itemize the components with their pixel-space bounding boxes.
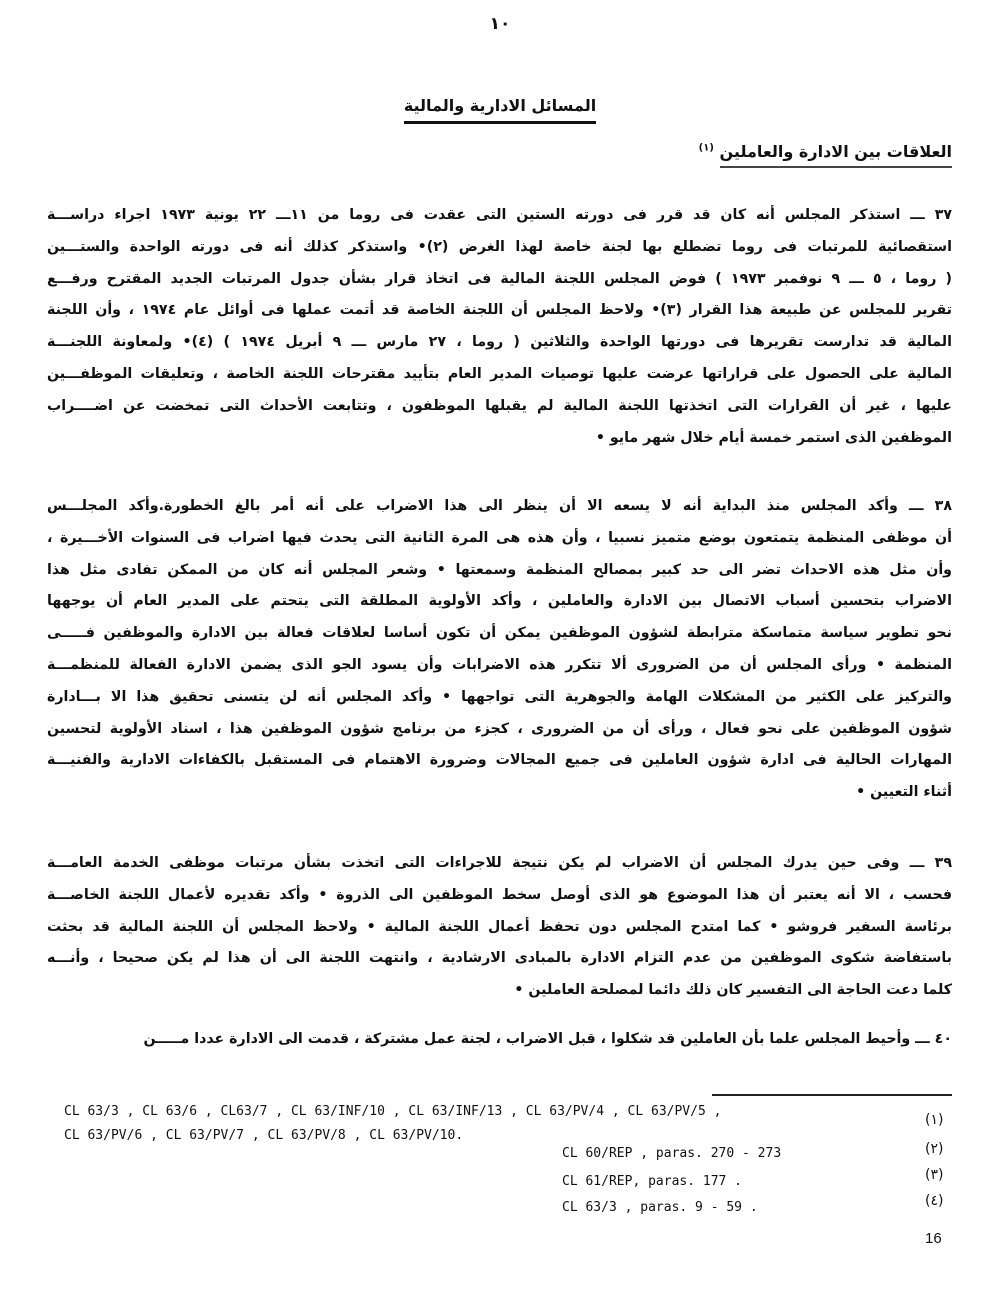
- paragraph-line: شؤون الموظفين على نحو فعال ، ورأى أن من الضرورى ، كجزء من برنامج شؤون الموظفين هذا ، اسناد الأولوية لتحسين: [47, 720, 952, 737]
- paragraph-line: ( روما ، ٥ ـــ ٩ نوفمبر ١٩٧٣ ) فوض المجلس اللجنة المالية فى اتخاذ قرار بشأن جدول المرتبات الجديد المقترح ورفـــع: [47, 270, 952, 287]
- footnote-3-mark: (٣): [925, 1167, 944, 1183]
- footnote-1-mark: (١): [925, 1112, 944, 1128]
- paragraph-line: المالية على الحصول على قراراتها عرضت عليها توصيات المدير العام بتأييد مقترحات اللجنة الخاصة ، وتعليقات الموظفـــين: [47, 365, 952, 382]
- subsection-title-text: العلاقات بين الادارة والعاملين: [720, 142, 952, 168]
- subsection-title: [699, 142, 952, 161]
- paragraph-38: [47, 491, 952, 809]
- footer-page-number: 16: [925, 1230, 942, 1247]
- paragraph-line: نحو تطوير سياسة متماسكة مترابطة لشؤون الموظفين يمكن أن تكون أساسا لعلاقات فعالة بين الادارة والموظفين فـــــى: [47, 625, 952, 642]
- paragraph-line: المالية قد تدارست تقريرها فى دورتها الواحدة والثلاثين ( روما ، ٢٧ مارس ـــ ٩ أبريل ١٩٧٤ ) (٤)• ولمعاونة اللجنـــة: [47, 334, 952, 351]
- paragraph-line: الموظفين الذى استمر خمسة أيام خلال شهر مايو •: [595, 429, 952, 446]
- footnote-3: CL 61/REP, paras. 177 .: [562, 1174, 743, 1189]
- footnote-ref: (١): [698, 142, 714, 154]
- paragraph-line: استقصائية للمرتبات فى روما تضطلع بها لجنة خاصة لهذا الغرض (٢)• واستذكر كذلك أنه فى دورته الواحدة والستـــين: [47, 238, 952, 255]
- paragraph-line: فحسب ، الا أنه يعتبر أن هذا الموضوع هو الذى أوصل سخط الموظفين الى الذروة • وأكد تقديره لأعمال اللجنة الخاصـــة: [47, 886, 952, 903]
- section-title: [0, 96, 1000, 124]
- paragraph-39: [47, 848, 952, 1007]
- paragraph-line: ٤٠ ـــ وأحيط المجلس علما بأن العاملين قد شكلوا ، قبل الاضراب ، لجنة عمل مشتركة ، قدمت الى الادارة عددا مـــــن: [143, 1031, 952, 1047]
- footnote-2-mark: (٢): [925, 1141, 944, 1157]
- footnote-1-line-2: CL 63/PV/6 , CL 63/PV/7 , CL 63/PV/8 , CL 63/PV/10.: [64, 1128, 464, 1143]
- paragraph-line: المهارات الحالية فى ادارة شؤون العاملين فى جميع المجالات وضرورة الاهتمام فى المستقبل بالكفاءات الادارية والفنيـــة: [47, 752, 952, 769]
- footnote-1-line-1: CL 63/3 , CL 63/6 , CL63/7 , CL 63/INF/10 , CL 63/INF/13 , CL 63/PV/4 , CL 63/PV/5 ,: [64, 1104, 722, 1119]
- section-title-text: المسائل الادارية والمالية: [404, 96, 596, 124]
- paragraph-line: أن موظفى المنظمة يتمتعون بوضع متميز نسبيا ، وأن هذه هى المرة الثانية التى يحدث فيها اضراب فى السنوات الأخـــيرة ،: [47, 529, 952, 546]
- footnote-divider: [712, 1094, 952, 1096]
- paragraph-line: ٣٩ ـــ وفى حين يدرك المجلس أن الاضراب لم يكن نتيجة للاجراءات التى اتخذت بشأن مرتبات موظفى الخدمة العامـــة: [47, 855, 952, 871]
- paragraph-line: أثناء التعيين •: [856, 784, 952, 801]
- footnote-2: CL 60/REP , paras. 270 - 273: [562, 1146, 782, 1161]
- paragraph-line: برئاسة السفير فروشو • كما امتدح المجلس دون تحفظ أعمال اللجنة المالية • ولاحظ المجلس أن اللجنة المالية قد بحثت: [47, 918, 952, 935]
- paragraph-line: وأن مثل هذه الاحداث تضر الى حد كبير بمصالح المنظمة وسمعتها • وشعر المجلس أنه كان من الممكن تفادى مثل هذا: [47, 561, 952, 578]
- paragraph-37: [47, 200, 952, 454]
- paragraph-40: [47, 1024, 952, 1056]
- footnote-4-mark: (٤): [925, 1193, 944, 1209]
- paragraph-line: عليها ، غير أن القرارات التى اتخذتها اللجنة المالية لم يقبلها الموظفون ، وتتابعت الأحداث التى تمخضت عن اضــــراب: [47, 397, 952, 414]
- paragraph-line: الاضراب بتحسين أسباب الاتصال بين الادارة والعاملين ، وأكد الأولوية المطلقة التى يتحتم على المدير العام أن يوجهها: [47, 593, 952, 610]
- paragraph-line: ٣٧ ـــ استذكر المجلس أنه كان قد قرر فى دورته الستين التى عقدت فى روما من ١١ـــ ٢٢ يونية ١٩٧٣ اجراء دراســـة: [47, 207, 953, 223]
- paragraph-line: ٣٨ ـــ وأكد المجلس منذ البداية أنه لا يسعه الا أن ينظر الى هذا الاضراب على أنه أمر بالغ الخطورة.وأكد المجلـــس: [47, 498, 952, 514]
- paragraph-line: كلما دعت الحاجة الى التفسير كان ذلك دائما لمصلحة العاملين •: [514, 982, 952, 999]
- page-number: ١٠: [489, 14, 511, 34]
- paragraph-line: المنظمة • ورأى المجلس أن من الضرورى ألا تتكرر هذه الاضرابات وأن يسود الجو الذى يضمن الادارة الفعالة للمنظمـــة: [47, 656, 952, 673]
- paragraph-line: تقرير للمجلس عن طبيعة هذا القرار (٣)• ولاحظ المجلس أن اللجنة الخاصة قد أتمت عملها فى أوائل عام ١٩٧٤ ، وأن اللجنة: [47, 302, 952, 319]
- paragraph-line: والتركيز على الكثير من المشكلات الهامة والجوهرية التى تواجهها • وأكد المجلس أنه لن يتسنى تحقيق هذا الا بـــادارة: [47, 688, 952, 705]
- footnote-4: CL 63/3 , paras. 9 - 59 .: [562, 1200, 758, 1215]
- paragraph-line: باستفاضة شكوى الموظفين من عدم التزام الادارة بالمبادى الارشادية ، وانتهت اللجنة الى أن هذا لم يكن صحيحا ، وأنـــه: [47, 950, 952, 967]
